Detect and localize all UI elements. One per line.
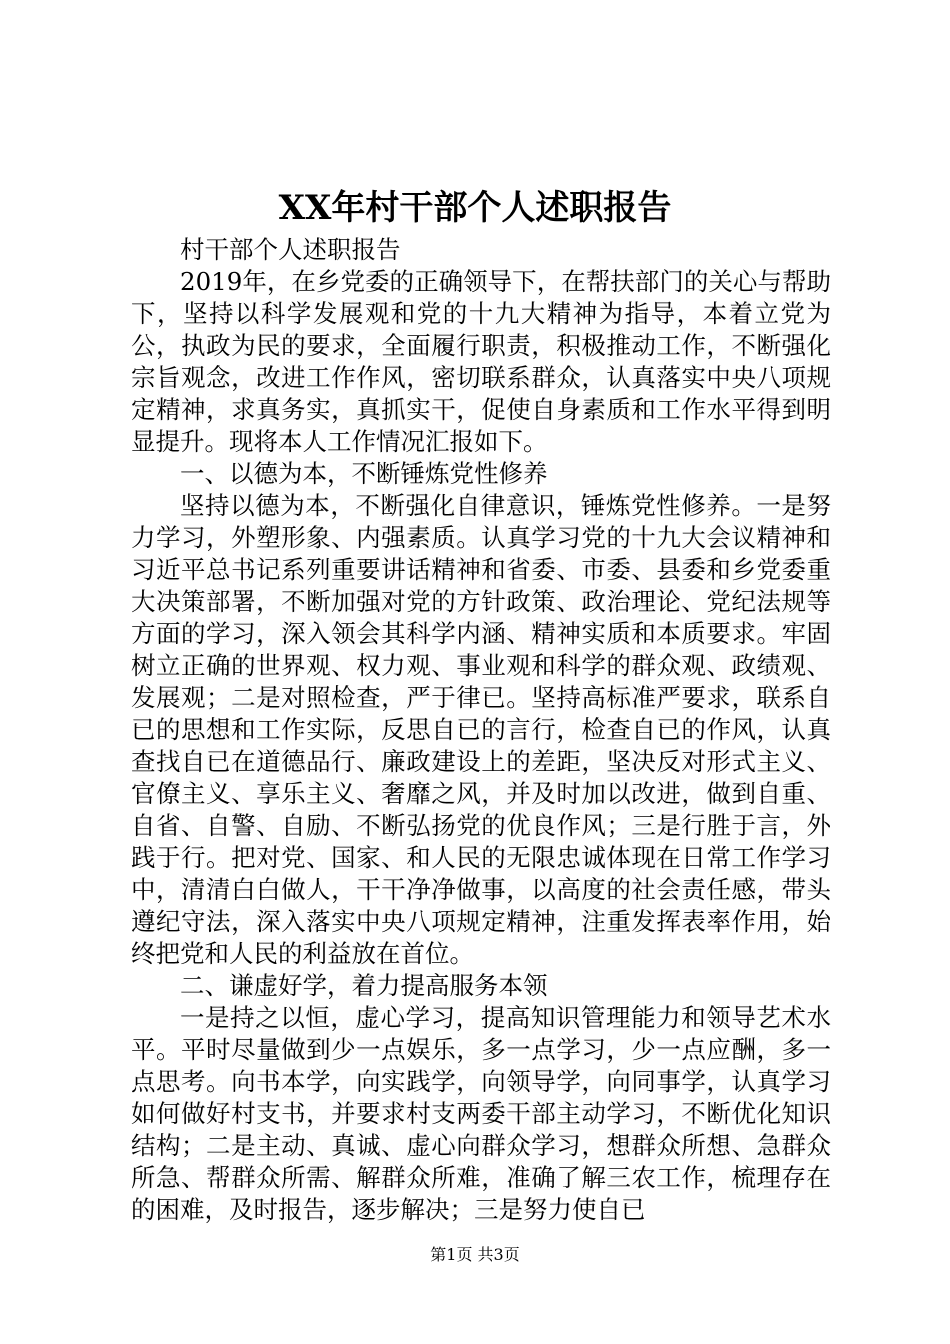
- page-number: 第1页 共3页: [430, 1245, 520, 1264]
- paragraph-section-1: 坚持以德为本，不断强化自律意识，锤炼党性修养。一是努力学习，外塑形象、内强素质。认真学习党的十九大会议精神和习近平总书记系列重要讲话精神和省委、市委、县委和乡党委重大决策部署，不断加强对党的方针政策、政治理论、党纪法规等方面的学习，深入领会其科学内涵、精神实质和本质要求。牢固树立正确的世界观、权力观、事业观和科学的群众观、政绩观、发展观；二是对照检查，严于律已。坚持高标准严要求，联系自已的思想和工作实际，反思自已的言行，检查自已的作风，认真查找自已在道德品行、廉政建设上的差距，坚决反对形式主义、官僚主义、享乐主义、奢靡之风，并及时加以改进，做到自重、自省、自警、自励、不断弘扬党的优良作风；三是行胜于言，外践于行。把对党、国家、和人民的无限忠诚体现在日常工作学习中，清清白白做人，干干净净做事，以高度的社会责任感，带头遵纪守法，深入落实中央八项规定精神，注重发挥表率作用，始终把党和人民的利益放在首位。: [131, 491, 831, 968]
- document-body: [131, 234, 831, 1226]
- paragraph-section-2: 一是持之以恒，虚心学习，提高知识管理能力和领导艺术水平。平时尽量做到少一点娱乐，多一点学习，少一点应酬，多一点思考。向书本学，向实践学，向领导学，向同事学，认真学习如何做好村支书，并要求村支两委干部主动学习，不断优化知识结构；二是主动、真诚、虚心向群众学习，想群众所想、急群众所急、帮群众所需、解群众所难，准确了解三农工作，梳理存在的困难，及时报告，逐步解决；三是努力使自已: [131, 1003, 831, 1224]
- document-title: XX年村干部个人述职报告: [278, 188, 672, 228]
- paragraph-subtitle: 村干部个人述职报告: [180, 235, 401, 264]
- section-heading-1: 一、以德为本，不断锤炼党性修养: [180, 459, 548, 488]
- paragraph-intro: 2019年，在乡党委的正确领导下，在帮扶部门的关心与帮助下，坚持以科学发展观和党的十九大精神为指导，本着立党为公，执政为民的要求，全面履行职责，积极推动工作，不断强化宗旨观念，改进工作作风，密切联系群众，认真落实中央八项规定精神，求真务实，真抓实干，促使自身素质和工作水平得到明显提升。现将本人工作情况汇报如下。: [131, 267, 831, 456]
- page-footer: [0, 1245, 950, 1265]
- section-heading-2: 二、谦虚好学，着力提高服务本领: [180, 971, 548, 1000]
